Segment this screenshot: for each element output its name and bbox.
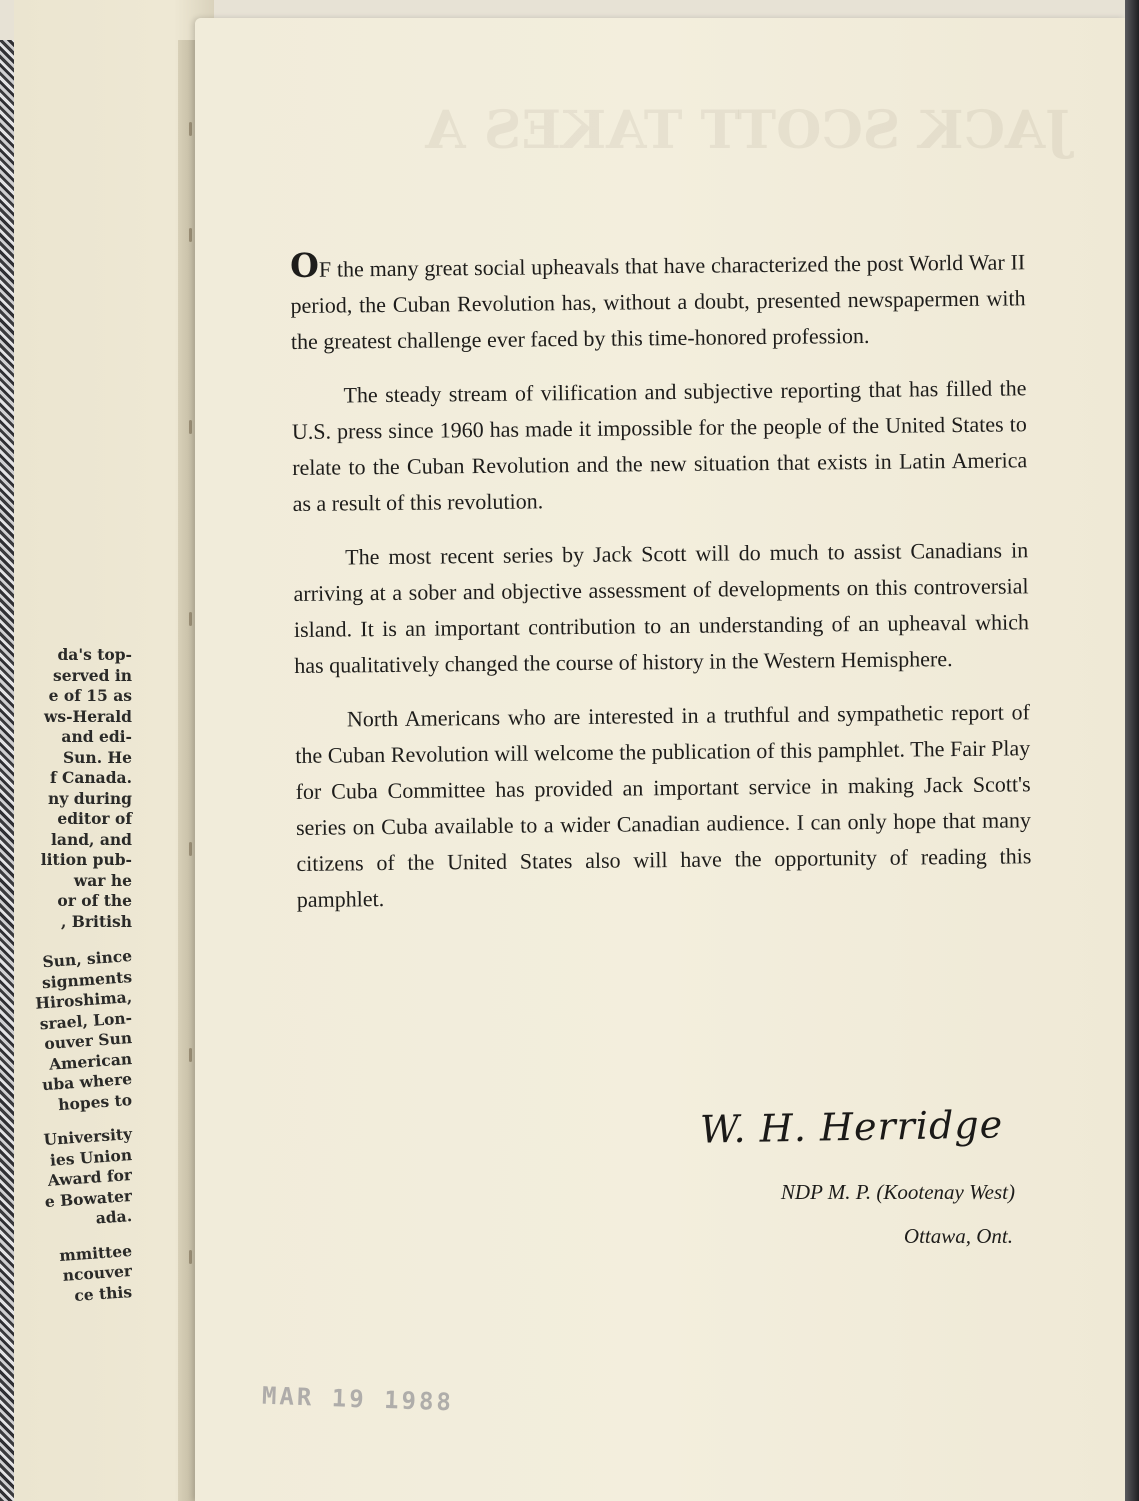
paragraph-2: The steady stream of vilification and subjective reporting that has filled the U.S. press since 1960 has made it impossible for the people of the United States to relate to the Cuban Revolution and the new situation that exists in Latin America as a result of this revolution. [291,375,1028,516]
left-page-text [14,645,133,1305]
left-gap [14,932,132,946]
left-line: land, and [51,829,132,849]
binding-stitch [189,420,192,434]
binding-stitch [189,122,192,136]
signature-name: W. H. Herridge [699,1102,1004,1152]
show-through-heading: JACK SCOTT TAKES A [425,100,1070,161]
paragraph-1 [290,244,1026,360]
left-line: Sun. He [62,747,132,767]
paragraph-4: North Americans who are interested in a truthful and sympathetic report of the Cuban Revolution will welcome the publication of this pamphlet. The Fair Play for Cuba Committee has provided an important service in making Jack Scott's series on Cuba available to a wider Canadian audience. I can only hope that many citizens of the United States also will have the opportunity of reading this pamphlet. [295,699,1032,912]
background-right [1125,0,1139,1501]
left-line: da's top- [57,645,132,664]
left-line: Award for [47,1165,133,1190]
signature-place: Ottawa, Ont. [903,1224,1013,1248]
binding-stitch [189,1048,192,1062]
binding-stitch [189,842,192,856]
left-line: e Bowater [44,1185,133,1211]
binding-stitch [189,1250,192,1264]
left-line: hopes to [57,1089,133,1114]
left-line: lition pub- [40,850,132,869]
left-line: e of 15 as [48,686,132,705]
date-stamp: MAR 19 1988 [261,1381,455,1417]
drop-cap: O [289,245,320,285]
left-line: American [48,1048,133,1074]
left-line: srael, Lon- [39,1007,133,1033]
left-line: ce this [73,1281,133,1305]
left-line: Sun, since [41,946,133,972]
left-line: f Canada. [49,768,132,787]
left-line: , British [61,911,132,931]
left-line: uba where [41,1069,133,1095]
binding-stitch [189,612,192,626]
left-line: mmittee [58,1240,133,1265]
left-line: or of the [57,891,132,910]
left-line: ada. [95,1206,133,1228]
left-line: ies Union [49,1144,133,1170]
left-line: served in [52,665,132,685]
left-line: war he [73,870,132,890]
left-line: ws-Herald [44,706,132,726]
left-line: and edi- [61,727,132,746]
left-line: ouver Sun [43,1028,133,1054]
paragraph-3: The most recent series by Jack Scott will do much to assist Canadians in arriving at a sober and objective assessment of developments on this controversial island. It is an important contribution to an understanding of an upheaval which has qualitatively changed the course of history in the Western Hemisphere. [293,537,1030,678]
left-line: editor of [57,809,132,828]
binding-stitch [189,228,192,242]
left-line: ny during [48,788,132,808]
left-line: Hiroshima, [34,987,133,1013]
left-line: signments [41,966,133,992]
left-line: ncouver [62,1261,133,1285]
left-line: University [43,1124,133,1150]
signature-title: NDP M. P. (Kootenay West) [780,1180,1015,1204]
letter-body [290,244,1032,936]
paragraph-1-text: F the many great social upheavals that have characterized the post World War II period, the Cuban Revolution has, without a doubt, presented newspapermen with the greatest challenge ever faced by this time-honored profession. [290,249,1026,354]
